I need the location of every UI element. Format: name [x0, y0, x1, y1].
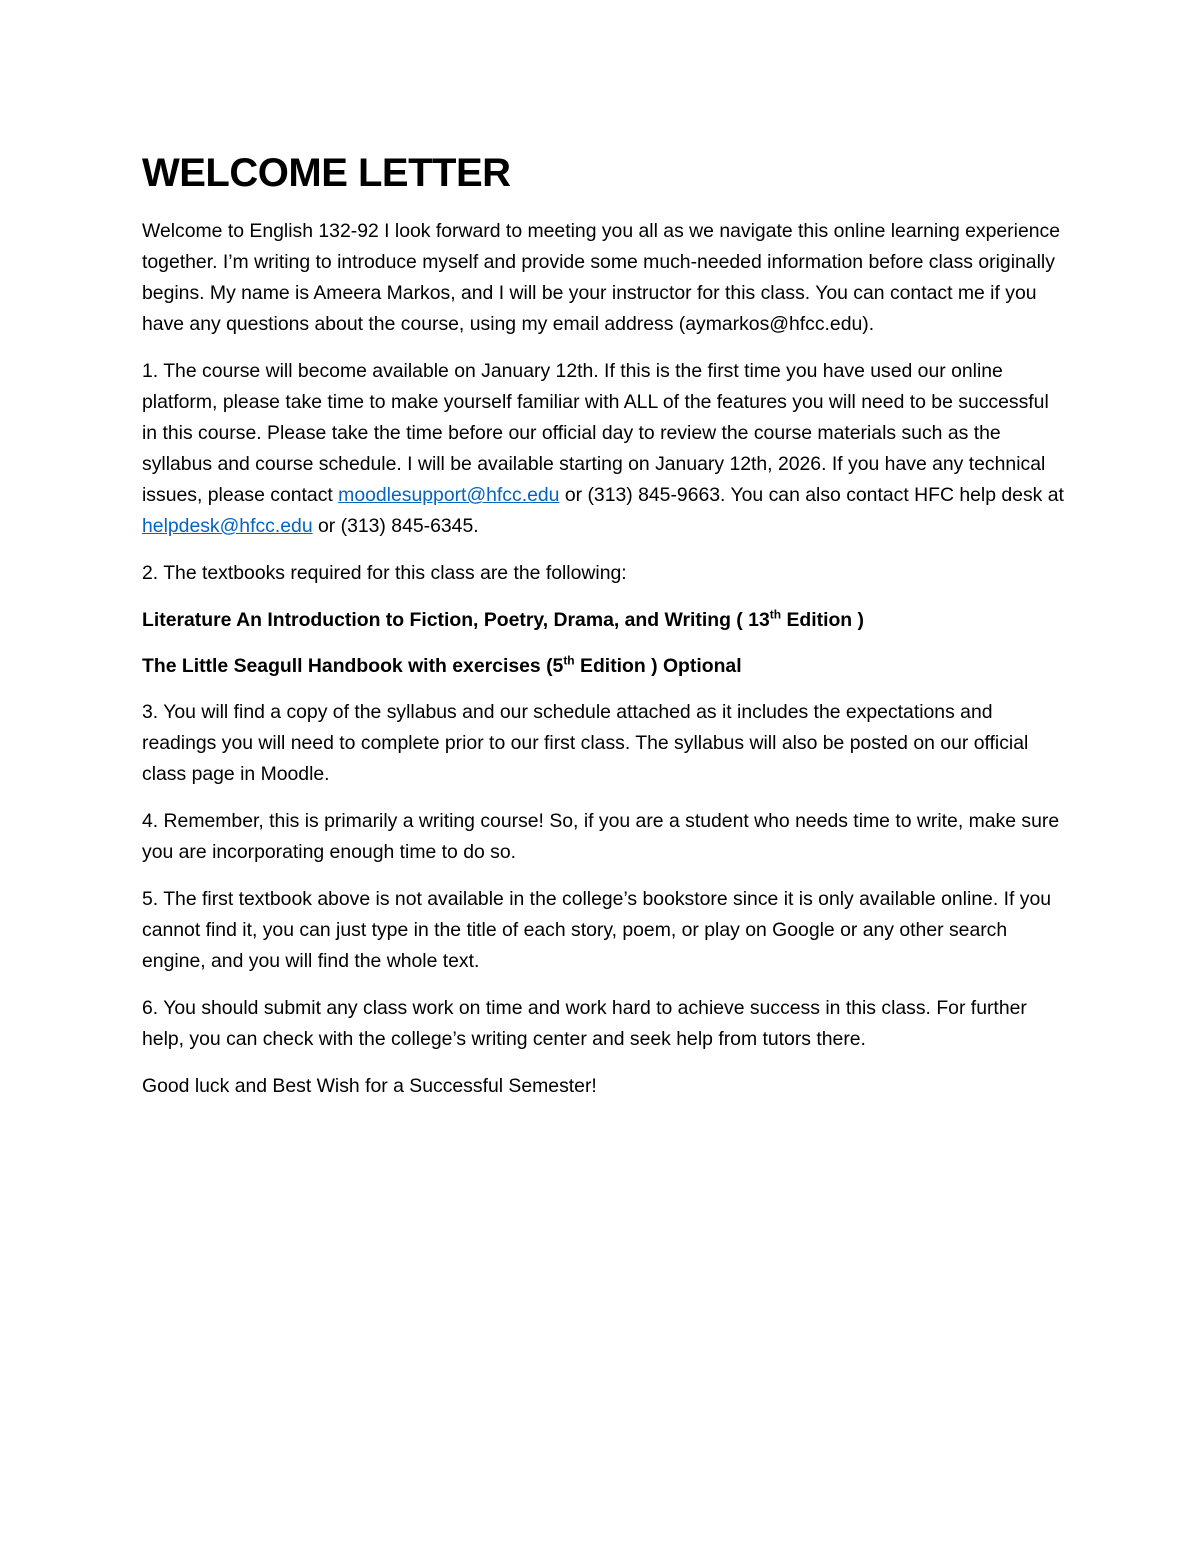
textbook-2-superscript: th — [563, 653, 575, 668]
textbook-2-title: The Little Seagull Handbook with exercises (5 — [142, 655, 564, 677]
item-5-paragraph: 5. The first textbook above is not available in the college’s bookstore since it is only available online. If you cannot find it, you can just type in the title of each story, poem, or play on Google or any other search engine, and you will find the whole text. — [142, 888, 1052, 972]
textbook-2-edition: Edition ) Optional — [574, 655, 742, 677]
intro-paragraph: Welcome to English 132-92 I look forward to meeting you all as we navigate this online learning experience together. I’m writing to introduce myself and provide some much-needed information before class originally begins. My name is Ameera Markos, and I will be your instructor for this class. You can contact me if you have any questions about the course, using my email address (aymarkos@hfcc.edu). — [142, 220, 1060, 335]
item-2-paragraph: 2. The textbooks required for this class are the following: — [142, 562, 627, 584]
textbook-1-superscript: th — [769, 607, 782, 622]
helpdesk-email-link[interactable]: helpdesk@hfcc.edu — [142, 515, 313, 537]
textbook-1-title: Literature An Introduction to Fiction, Poetry, Drama, and Writing ( 13 — [142, 609, 770, 631]
item-4-paragraph: 4. Remember, this is primarily a writing course! So, if you are a student who needs time to write, make sure you are incorporating enough time to do so. — [142, 810, 1060, 863]
closing-line: Good luck and Best Wish for a Successful Semester! — [142, 1075, 597, 1097]
item-1-text-c: or (313) 845-6345. — [312, 515, 479, 537]
item-3-paragraph: 3. You will find a copy of the syllabus and our schedule attached as it includes the expectations and readings you will need to complete prior to our first class. The syllabus will also be posted on our official class page in Moodle. — [142, 701, 1029, 785]
textbook-1-edition: Edition ) — [781, 609, 864, 631]
textbook-2 — [142, 651, 1067, 682]
item-6-paragraph: 6. You should submit any class work on time and work hard to achieve success in this class. For further help, you can check with the college’s writing center and seek help from tutors there. — [142, 997, 1027, 1050]
document-page — [142, 146, 1067, 1118]
item-1-text-a: 1. The course will become available on January 12th. If this is the first time you have used our online platform, please take time to make yourself familiar with ALL of the features you will need to be successful in this course. Please take the time before our official day to review the course materials such as the syllabus and course schedule. I will be available starting on January 12th, 2026. If you have any technical issues, please contact — [142, 360, 1049, 506]
textbook-1 — [142, 605, 1067, 636]
moodlesupport-email-link[interactable]: moodlesupport@hfcc.edu — [338, 484, 560, 506]
item-1-text-b: or (313) 845-9663. You can also contact HFC help desk at — [559, 484, 1064, 506]
page-title: WELCOME LETTER — [142, 151, 511, 195]
item-1-paragraph — [142, 356, 1067, 542]
